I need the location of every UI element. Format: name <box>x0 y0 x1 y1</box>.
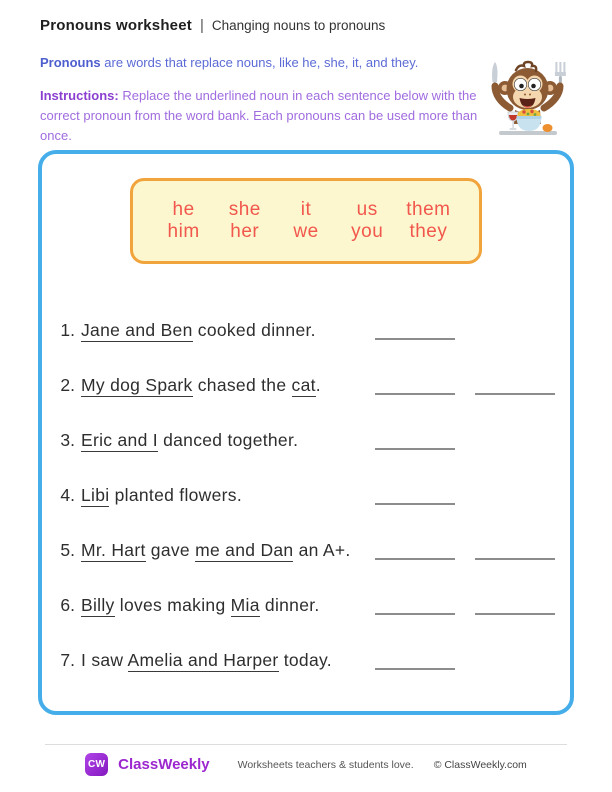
word-bank-word: her <box>230 221 260 242</box>
sentence-text <box>81 430 375 451</box>
sentence-text <box>81 320 375 341</box>
answer-blank[interactable] <box>375 375 455 395</box>
sentence-segment: danced together. <box>157 430 299 450</box>
word-bank-word: it <box>300 199 312 220</box>
sentence-row <box>55 302 560 357</box>
sentence-segment: planted flowers. <box>109 485 242 505</box>
classweekly-logo-icon: CW <box>85 753 108 776</box>
word-bank-word: we <box>293 221 319 242</box>
sentence-row <box>55 632 560 687</box>
word-bank-row <box>153 221 459 243</box>
pronoun-definition <box>40 54 500 72</box>
answer-blank[interactable] <box>475 540 555 560</box>
page-footer <box>0 753 612 776</box>
word-bank <box>130 178 482 264</box>
sentence-segment: . <box>315 375 321 395</box>
definition-lead: Pronouns <box>40 55 101 70</box>
underlined-noun: Eric and I <box>81 430 158 450</box>
sentence-text <box>81 595 375 616</box>
underlined-noun: Mr. Hart <box>81 540 146 560</box>
instructions <box>40 86 492 146</box>
sentence-list <box>55 302 560 687</box>
word-bank-word: they <box>409 221 448 242</box>
underlined-noun: Libi <box>81 485 110 505</box>
title-separator: | <box>199 17 204 34</box>
word-bank-row <box>153 199 459 221</box>
word-bank-word: us <box>356 199 378 220</box>
worksheet-frame <box>38 150 574 715</box>
monkey-illustration <box>482 56 574 148</box>
sentence-row <box>55 467 560 522</box>
word-bank-word: he <box>172 199 195 220</box>
underlined-noun: me and Dan <box>195 540 294 560</box>
sentence-number: 6. <box>60 595 75 615</box>
word-bank-word: him <box>167 221 200 242</box>
sentence-segment: today. <box>278 650 332 670</box>
underlined-noun: Mia <box>230 595 260 615</box>
underlined-noun: Amelia and Harper <box>127 650 279 670</box>
sentence-number: 2. <box>60 375 75 395</box>
sentence-segment: an A+. <box>293 540 351 560</box>
worksheet-subtitle: Changing nouns to pronouns <box>211 18 386 33</box>
underlined-noun: My dog Spark <box>81 375 193 395</box>
sentence-number: 3. <box>60 430 75 450</box>
sentence-row <box>55 357 560 412</box>
sentence-row <box>55 412 560 467</box>
sentence-number: 7. <box>60 650 75 670</box>
underlined-noun: Jane and Ben <box>81 320 193 340</box>
sentence-text <box>81 540 375 561</box>
word-bank-rows <box>153 199 459 243</box>
sentence-text <box>81 375 375 396</box>
food-bowl-icon <box>517 109 542 131</box>
sentence-segment: dinner. <box>259 595 320 615</box>
footer-divider <box>45 744 567 745</box>
sentence-segment: loves making <box>114 595 231 615</box>
sentence-text <box>81 650 375 671</box>
sentence-segment: I saw <box>81 650 128 670</box>
instructions-text: Replace the underlined noun in each sentence below with the correct pronoun from the word bank. Each pronouns can be used more than once. <box>40 88 478 144</box>
sentence-segment: chased the <box>192 375 292 395</box>
sentence-number: 4. <box>60 485 75 505</box>
sentence-number: 1. <box>60 320 75 340</box>
underlined-noun: Billy <box>81 595 115 615</box>
instructions-lead: Instructions: <box>40 88 119 103</box>
word-bank-word: she <box>228 199 261 220</box>
sentence-text <box>81 485 375 506</box>
answer-blank[interactable] <box>375 595 455 615</box>
answer-blank[interactable] <box>375 650 455 670</box>
page-header <box>40 17 385 34</box>
sentence-segment: cooked dinner. <box>192 320 316 340</box>
underlined-noun: cat <box>291 375 316 395</box>
answer-blank[interactable] <box>375 320 455 340</box>
definition-text: are words that replace nouns, like he, she, it, and they. <box>100 55 419 70</box>
orange-icon <box>543 124 553 132</box>
answer-blank[interactable] <box>475 375 555 395</box>
answer-blank[interactable] <box>375 485 455 505</box>
sentence-row <box>55 577 560 632</box>
sentence-row <box>55 522 560 577</box>
word-bank-word: you <box>351 221 384 242</box>
answer-blank[interactable] <box>375 430 455 450</box>
sentence-segment: gave <box>145 540 196 560</box>
footer-copyright: © ClassWeekly.com <box>433 758 527 771</box>
answer-blank[interactable] <box>375 540 455 560</box>
sentence-number: 5. <box>60 540 75 560</box>
word-bank-word: them <box>406 199 451 220</box>
answer-blank[interactable] <box>475 595 555 615</box>
footer-tagline: Worksheets teachers & students love. <box>237 758 414 771</box>
brand-name: ClassWeekly <box>118 756 210 773</box>
worksheet-title: Pronouns worksheet <box>40 17 192 34</box>
